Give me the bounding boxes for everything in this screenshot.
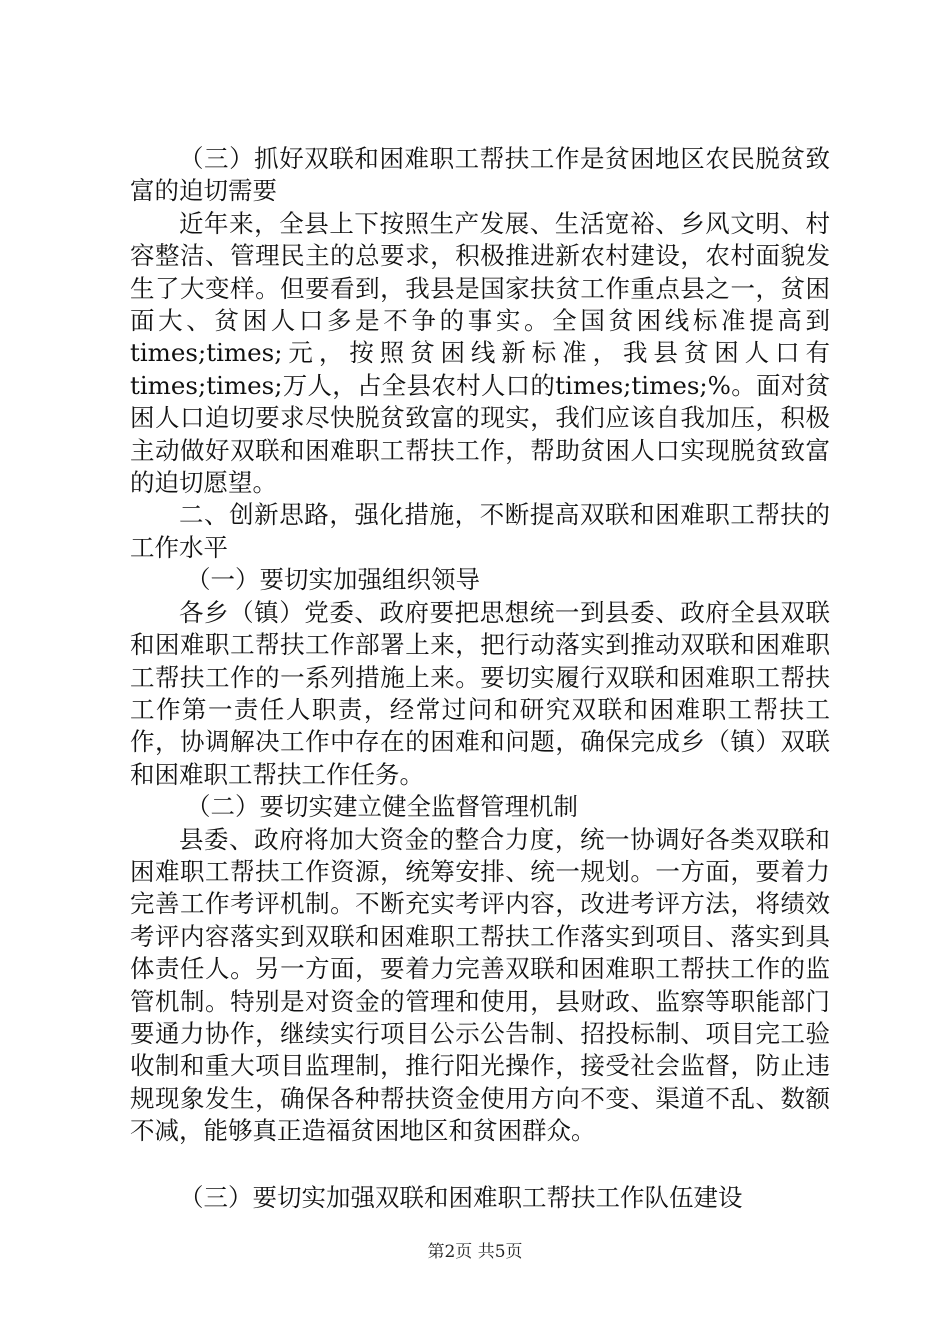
subsection-heading-2: （二）要切实建立健全监督管理机制 bbox=[186, 792, 578, 822]
document-body bbox=[130, 143, 830, 1214]
body-paragraph: 各乡（镇）党委、政府要把思想统一到县委、政府全县双联和困难职工帮扶工作部署上来，把行动落实到推动双联和困难职工帮扶工作的一系列措施上来。要切实履行双联和困难职工帮扶工作第一责任人职责，经常过问和研究双联和困难职工帮扶工作，协调解决工作中存在的困难和问题，确保完成乡（镇）双联和困难职工帮扶工作任务。 bbox=[130, 597, 830, 789]
body-paragraph: 县委、政府将加大资金的整合力度，统一协调好各类双联和困难职工帮扶工作资源，统筹安排、统一规划。一方面，要着力完善工作考评机制。不断充实考评内容，改进考评方法，将绩效考评内容落实到双联和困难职工帮扶工作落实到项目、落实到具体责任人。另一方面，要着力完善双联和困难职工帮扶工作的监管机制。特别是对资金的管理和使用，县财政、监察等职能部门要通力协作，继续实行项目公示公告制、招投标制、项目完工验收制和重大项目监理制，推行阳光操作，接受社会监督，防止违规现象发生，确保各种帮扶资金使用方向不变、渠道不乱、数额不减，能够真正造福贫困地区和贫困群众。 bbox=[130, 824, 830, 1146]
chapter-heading-2: 二、创新思路，强化措施，不断提高双联和困难职工帮扶的工作水平 bbox=[130, 500, 830, 562]
section-heading-3: （三）抓好双联和困难职工帮扶工作是贫困地区农民脱贫致富的迫切需要 bbox=[130, 144, 830, 206]
subsection-heading-3: （三）要切实加强双联和困难职工帮扶工作队伍建设 bbox=[179, 1182, 743, 1212]
subsection-heading-1: （一）要切实加强组织领导 bbox=[186, 565, 480, 595]
page-number-footer: 第2页 共5页 bbox=[427, 1242, 523, 1262]
body-paragraph: 近年来，全县上下按照生产发展、生活宽裕、乡风文明、村容整洁、管理民主的总要求，积极推进新农村建设，农村面貌发生了大变样。但要看到，我县是国家扶贫工作重点县之一，贫困面大、贫困人口多是不争的事实。全国贫困线标准提高到times;times;元，按照贫困线新标准，我县贫困人口有times;times;万人，占全县农村人口的times;times;%。面对贫困人口迫切要求尽快脱贫致富的现实，我们应该自我加压，积极主动做好双联和困难职工帮扶工作，帮助贫困人口实现脱贫致富的迫切愿望。 bbox=[130, 208, 830, 498]
